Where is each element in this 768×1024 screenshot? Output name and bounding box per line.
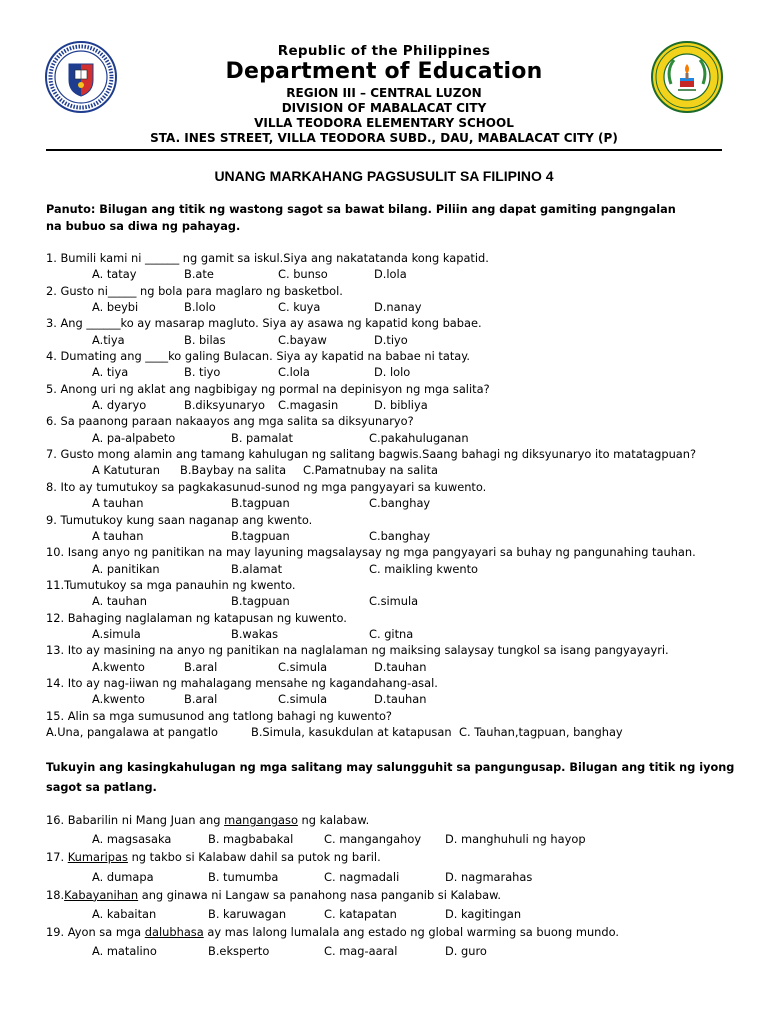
question-text-post: ang ginawa ni Langaw sa panahong nasa panganib si Kalabaw.: [138, 887, 502, 902]
answer-option[interactable]: C. bunso: [278, 267, 328, 282]
answer-option[interactable]: A. matalino: [92, 944, 157, 959]
option-row: [46, 593, 736, 609]
answer-option[interactable]: D. guro: [445, 944, 487, 959]
answer-option[interactable]: D.tiyo: [374, 332, 408, 347]
answer-option[interactable]: A.kwento: [92, 659, 145, 674]
answer-option[interactable]: B.wakas: [231, 626, 279, 641]
question-text: [46, 812, 736, 831]
option-row: [46, 299, 736, 315]
option-row: [46, 332, 736, 348]
underlined-word: mangangaso: [224, 813, 298, 827]
answer-option[interactable]: A. magsasaka: [92, 832, 172, 847]
answer-option[interactable]: A. tatay: [92, 267, 137, 282]
answer-option[interactable]: C. gitna: [369, 626, 414, 641]
school-name: VILLA TEODORA ELEMENTARY SCHOOL: [254, 116, 514, 130]
answer-option[interactable]: C.lola: [278, 365, 310, 380]
answer-option[interactable]: D.tauhan: [374, 659, 427, 674]
option-row: [46, 528, 736, 544]
answer-option[interactable]: C. maikling kwento: [369, 561, 479, 576]
option-row: [46, 364, 736, 380]
question-text: 15. Alin sa mga sumusunod ang tatlong bahagi ng kuwento?: [46, 708, 392, 723]
question-text: 13. Ito ay masining na anyo ng panitikan na naglalaman ng maiksing salaysay tungkol sa isang pangyayayri.: [46, 643, 669, 658]
option-row: [46, 397, 736, 413]
question-text-pre: 19. Ayon sa mga: [46, 925, 145, 940]
option-row: [46, 266, 736, 282]
underlined-word: Kabayanihan: [64, 887, 139, 902]
option-row: [46, 906, 736, 924]
question-text-pre: 16. Babarilin ni Mang Juan ang: [46, 813, 225, 827]
question-text: 10. Isang anyo ng panitikan na may layuning magsalaysay ng mga pangyayari sa buhay ng pangunahing tauhan.: [46, 545, 696, 560]
department-title: Department of Education: [225, 59, 543, 84]
answer-option[interactable]: B. karuwagan: [208, 906, 287, 921]
answer-option[interactable]: A.kwento: [92, 692, 145, 707]
underlined-word: dalubhasa: [144, 925, 204, 940]
question-text: 7. Gusto mong alamin ang tamang kahulugan ng salitang bagwis.Saang bahagi ng diksyunaryo ito matatagpuan?: [46, 447, 697, 462]
answer-option[interactable]: D. lolo: [374, 365, 411, 380]
answer-option[interactable]: A Katuturan: [92, 463, 160, 478]
option-row: [46, 495, 736, 511]
answer-option[interactable]: C.simula: [369, 594, 419, 609]
answer-option[interactable]: C.simula: [278, 692, 328, 707]
answer-option[interactable]: C.bayaw: [278, 332, 327, 347]
answer-option[interactable]: B.diksyunaryo: [184, 398, 265, 413]
answer-option[interactable]: D. bibliya: [374, 398, 428, 413]
school-address: STA. INES STREET, VILLA TEODORA SUBD., DAU, MABALACAT CITY (P): [150, 131, 618, 145]
answer-option[interactable]: B.tagpuan: [231, 528, 290, 543]
answer-option[interactable]: B.lolo: [184, 300, 216, 315]
answer-option[interactable]: B.ate: [184, 267, 214, 282]
answer-option[interactable]: A tauhan: [92, 496, 144, 511]
question-text: [46, 924, 736, 943]
part2-instructions: Tukuyin ang kasingkahulugan ng mga salitang may salungguhit sa pangungusap. Bilugan ang titik ng iyong sagot sa patlang.: [46, 761, 735, 794]
answer-option[interactable]: D.nanay: [374, 300, 422, 315]
option-row: [46, 691, 736, 707]
answer-option[interactable]: B.Baybay na salita: [180, 463, 287, 478]
answer-option[interactable]: D. nagmarahas: [445, 869, 533, 884]
answer-option[interactable]: A.Una, pangalawa at pangatlo: [46, 724, 218, 739]
answer-option[interactable]: B.aral: [184, 659, 218, 674]
answer-option[interactable]: C.pakahuluganan: [369, 430, 469, 445]
exam-title: UNANG MARKAHANG PAGSUSULIT SA FILIPINO 4: [214, 168, 554, 184]
answer-option[interactable]: C. kuya: [278, 300, 321, 315]
region-line: REGION III – CENTRAL LUZON: [286, 86, 482, 100]
answer-option[interactable]: B.tagpuan: [231, 496, 290, 511]
answer-option[interactable]: A. panitikan: [92, 561, 160, 576]
division-line: DIVISION OF MABALACAT CITY: [281, 101, 487, 115]
answer-option[interactable]: A.tiya: [92, 332, 125, 347]
answer-option[interactable]: C. mag-aaral: [324, 944, 398, 959]
option-row: [46, 626, 736, 642]
answer-option[interactable]: C.banghay: [369, 496, 431, 511]
answer-option[interactable]: C. nagmadali: [324, 869, 400, 884]
answer-option[interactable]: B.Simula, kasukdulan at katapusan: [251, 724, 452, 739]
answer-option[interactable]: B. magbabakal: [208, 832, 294, 847]
question-text: 8. Ito ay tumutukoy sa pagkakasunud-sunod ng mga pangyayari sa kuwento.: [46, 479, 487, 494]
answer-option[interactable]: D.tauhan: [374, 692, 427, 707]
question-text: 11.Tumutukoy sa mga panauhin ng kwento.: [46, 577, 296, 592]
answer-option[interactable]: C.banghay: [369, 528, 431, 543]
option-row: [46, 869, 736, 887]
answer-option[interactable]: B.alamat: [231, 561, 283, 576]
question-text: [46, 849, 736, 868]
answer-option[interactable]: C.magasin: [278, 398, 339, 413]
answer-option[interactable]: C. mangangahoy: [324, 832, 422, 847]
answer-option[interactable]: B.tagpuan: [231, 594, 290, 609]
option-row: [46, 724, 736, 740]
underlined-word: Kumaripas: [67, 850, 128, 865]
answer-option[interactable]: B. bilas: [184, 332, 226, 347]
question-text: 14. Ito ay nag-iiwan ng mahalagang mensahe ng kagandahang-asal.: [46, 675, 438, 690]
question-text: 2. Gusto ni_____ ng bola para maglaro ng basketbol.: [46, 283, 343, 298]
part2-question-list: [46, 812, 736, 962]
option-row: [46, 561, 736, 577]
answer-option[interactable]: C.Pamatnubay na salita: [303, 463, 438, 478]
answer-option[interactable]: A. dyaryo: [92, 398, 147, 413]
answer-option[interactable]: D. manghuhuli ng hayop: [445, 832, 586, 847]
option-row: [46, 430, 736, 446]
question-text-post: ng kalabaw.: [297, 813, 370, 827]
question-text: 5. Anong uri ng aklat ang nagbibigay ng pormal na depinisyon ng mga salita?: [46, 381, 490, 396]
answer-option[interactable]: D. kagitingan: [445, 906, 522, 921]
question-text-post: ay mas lalong lumalala ang estado ng global warming sa buong mundo.: [203, 925, 620, 940]
answer-option[interactable]: A. beybi: [92, 300, 139, 315]
answer-option[interactable]: B. tumumba: [208, 869, 279, 884]
republic-line: Republic of the Philippines: [277, 43, 491, 59]
part1-instructions: Panuto: Bilugan ang titik ng wastong sagot sa bawat bilang. Piliin ang dapat gamiting pangngalan na bubuo sa diwa ng pahayag.: [46, 203, 676, 233]
answer-option[interactable]: A.simula: [92, 626, 141, 641]
header-divider: [46, 149, 722, 151]
question-text-pre: 17.: [46, 850, 68, 865]
answer-option[interactable]: B.eksperto: [208, 944, 270, 959]
option-row: [46, 831, 736, 849]
option-row: [46, 462, 736, 478]
question-text: 3. Ang ______ko ay masarap magluto. Siya ay asawa ng kapatid kong babae.: [46, 316, 482, 331]
part1-question-list: [46, 250, 736, 740]
option-row: [46, 659, 736, 675]
answer-option[interactable]: A. pa-alpabeto: [92, 430, 176, 445]
question-text: [46, 887, 736, 906]
answer-option[interactable]: A tauhan: [92, 528, 144, 543]
answer-option[interactable]: B. pamalat: [231, 430, 293, 445]
answer-option[interactable]: B. tiyo: [184, 365, 221, 380]
option-row: [46, 943, 736, 961]
question-text: 6. Sa paanong paraan nakaayos ang mga salita sa diksyunaryo?: [46, 414, 414, 429]
question-text: 1. Bumili kami ni ______ ng gamit sa iskul.Siya ang nakatatanda kong kapatid.: [46, 251, 489, 265]
answer-option[interactable]: A. dumapa: [92, 869, 154, 884]
question-text: 9. Tumutukoy kung saan naganap ang kwento.: [46, 512, 313, 527]
question-text-pre: 18.: [46, 887, 65, 902]
question-text-post: ng takbo si Kalabaw dahil sa putok ng baril.: [127, 850, 381, 865]
answer-option[interactable]: A. kabaitan: [92, 906, 157, 921]
answer-option[interactable]: A. tauhan: [92, 594, 147, 609]
answer-option[interactable]: A. tiya: [92, 365, 129, 380]
question-text: 4. Dumating ang ____ko galing Bulacan. Siya ay kapatid na babae ni tatay.: [46, 349, 471, 364]
answer-option[interactable]: B.aral: [184, 692, 218, 707]
answer-option[interactable]: C. Tauhan,tagpuan, banghay: [459, 724, 623, 739]
question-text: 12. Bahaging naglalaman ng katapusan ng kuwento.: [46, 610, 347, 625]
answer-option[interactable]: C.simula: [278, 659, 328, 674]
answer-option[interactable]: D.lola: [374, 267, 407, 282]
answer-option[interactable]: C. katapatan: [324, 906, 397, 921]
